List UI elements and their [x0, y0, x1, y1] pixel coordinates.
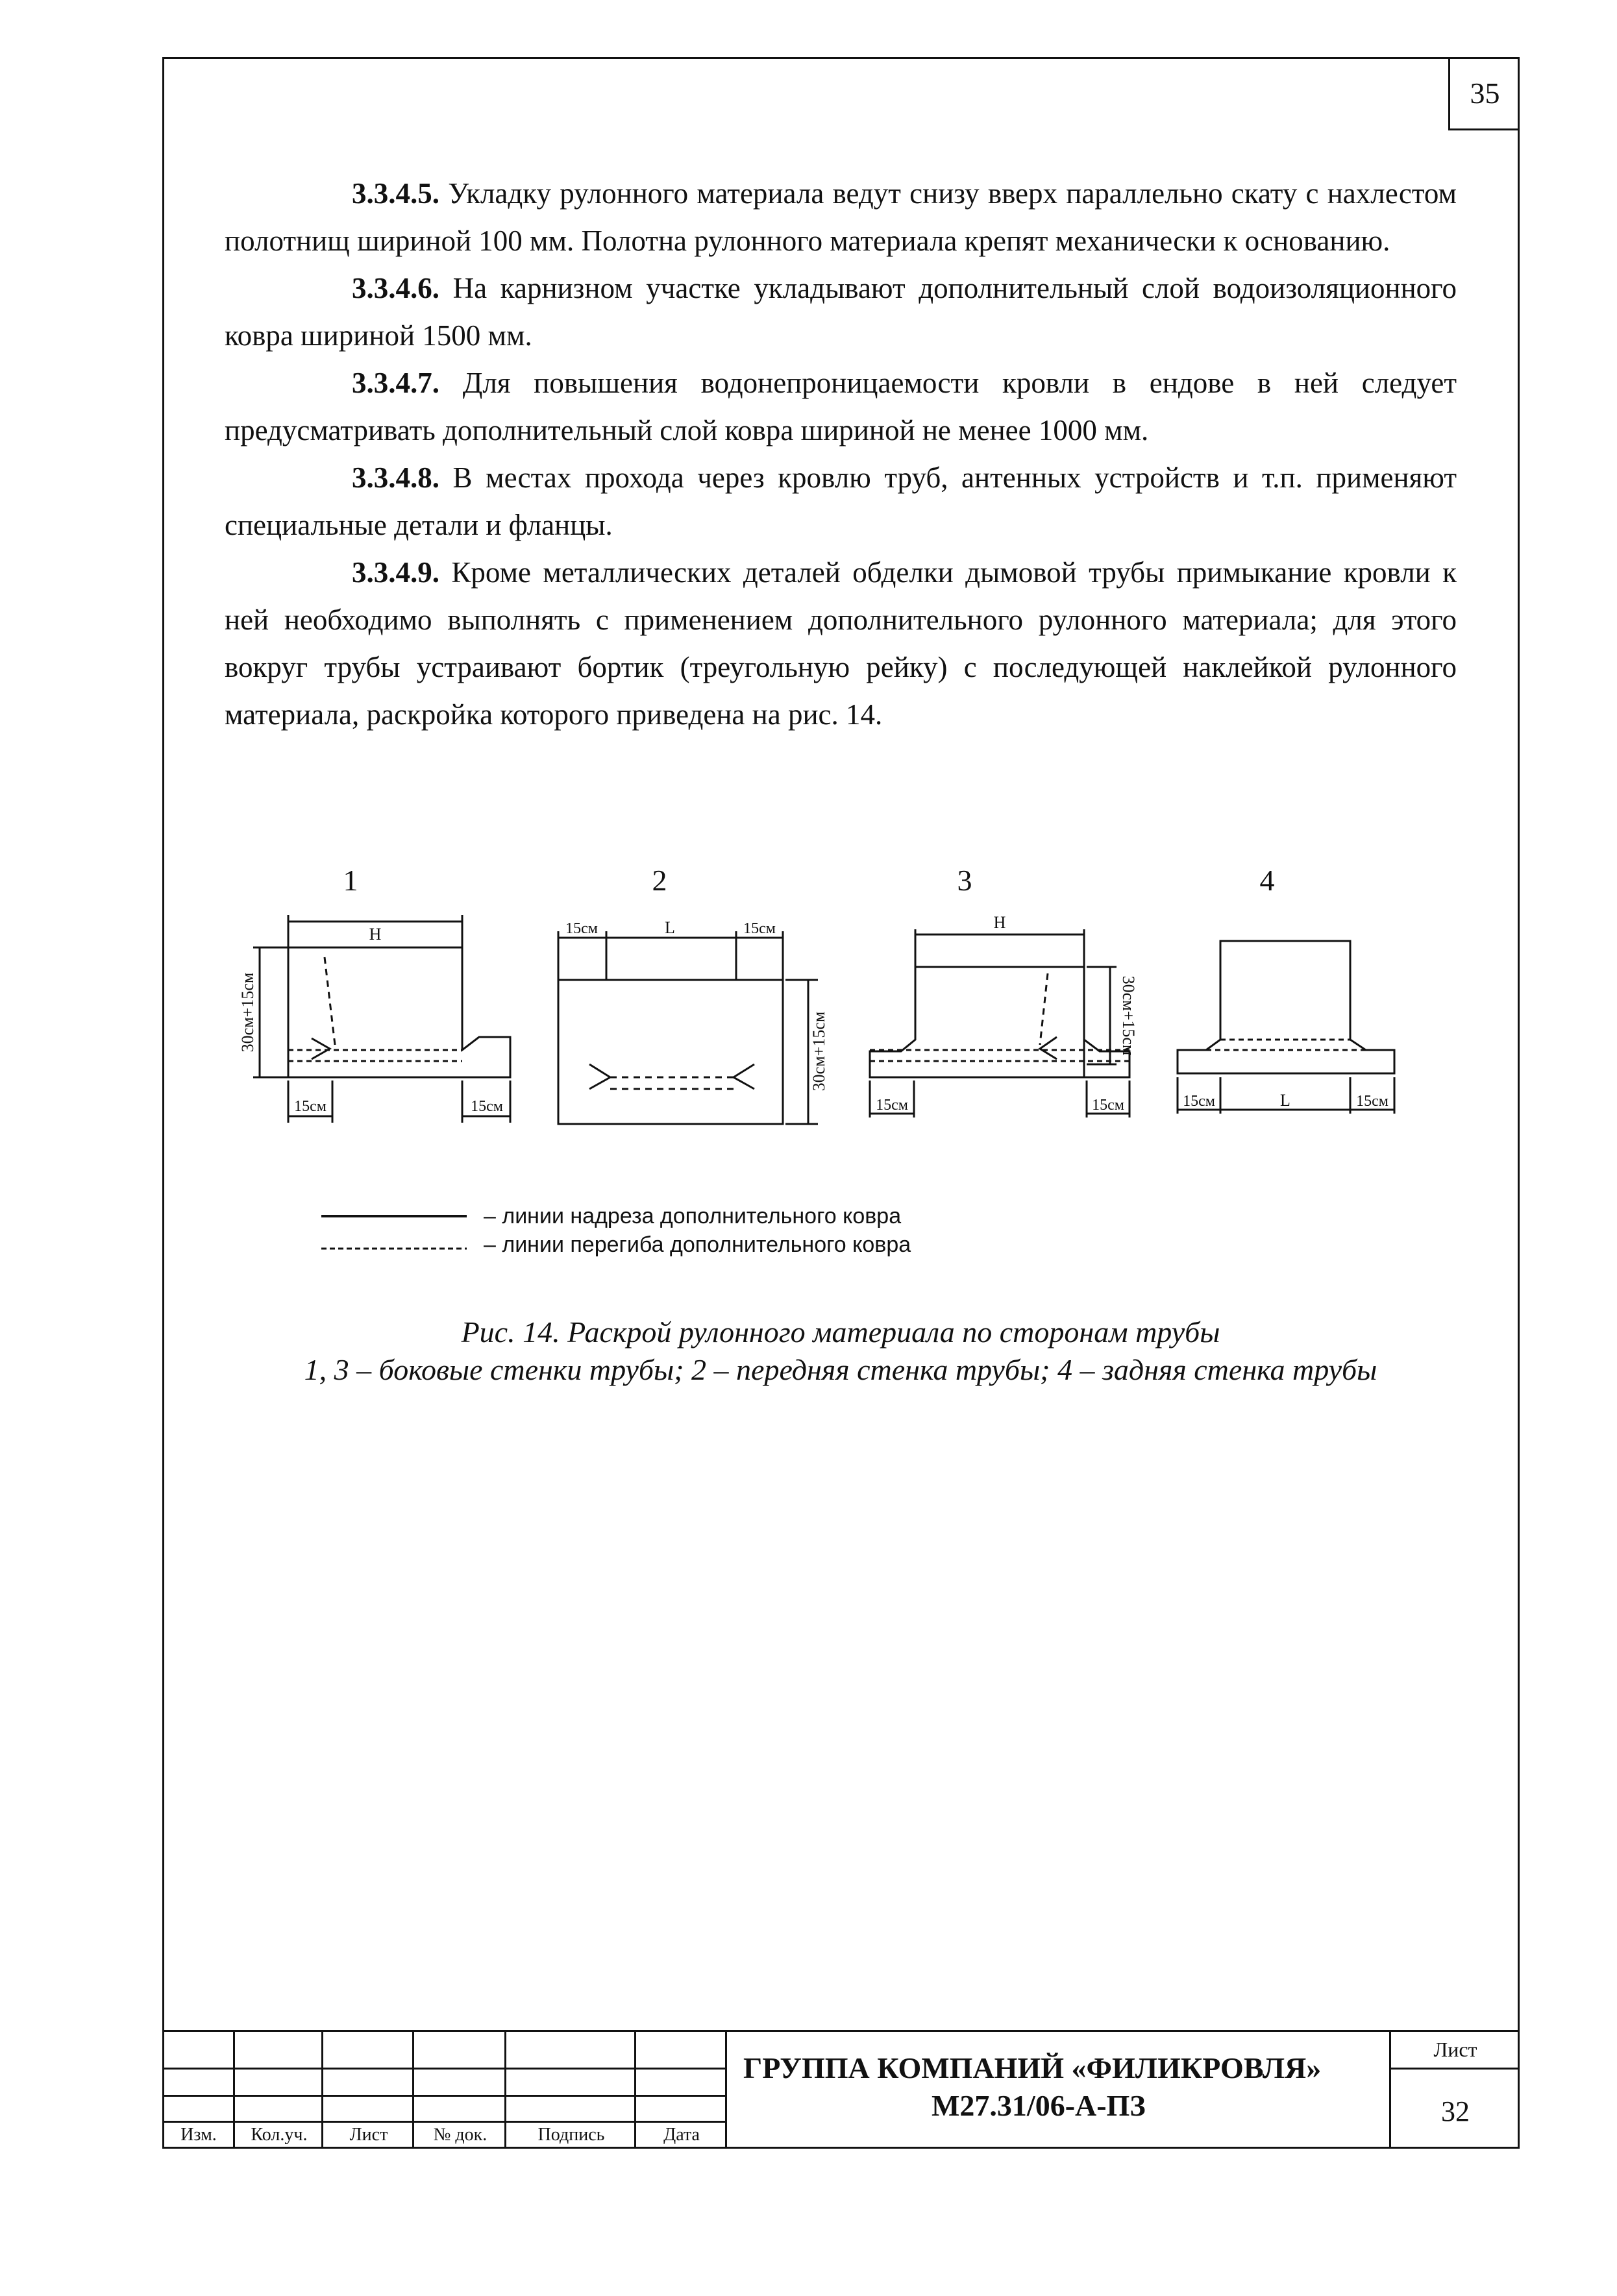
paragraph-text: В местах прохода через кровлю труб, антенных устройств и т.п. применяют специальные детали и фланцы. — [225, 461, 1457, 541]
panel-3-dim-h: H — [993, 913, 1006, 932]
legend-fold-label: – линии перегиба дополнительного ковра — [484, 1232, 911, 1257]
caption-title: Рис. 14. Раскрой рулонного материала по сторонам трубы — [461, 1315, 1220, 1349]
figure-caption — [225, 1313, 1457, 1389]
panel-1-side-wall — [238, 915, 510, 1123]
panel-1-dim-15-right: 15см — [471, 1098, 503, 1115]
panel-3-dim-15-left: 15см — [876, 1097, 908, 1114]
panel-label-3: 3 — [957, 864, 972, 897]
panel-4-dim-15-left: 15см — [1183, 1093, 1215, 1110]
dashed-line-swatch — [321, 1238, 467, 1251]
paragraph — [225, 265, 1457, 360]
tb-header-list: Лист — [349, 2125, 388, 2145]
paragraph-text: Укладку рулонного материала ведут снизу вверх параллельно скату с нахлестом полотнищ шириной 100 мм. Полотна рулонного материала крепят механически к основанию. — [225, 177, 1457, 257]
panel-1-dim-height: 30см+15см — [238, 972, 257, 1053]
panel-2-dim-l: L — [665, 918, 675, 937]
paragraph-number: 3.3.4.6. — [352, 272, 439, 304]
paragraph-number: 3.3.4.8. — [352, 461, 439, 494]
tb-header-sign: Подпись — [537, 2125, 605, 2145]
sheet-number: 32 — [1441, 2095, 1470, 2127]
panel-label-4: 4 — [1259, 864, 1275, 897]
paragraph — [225, 454, 1457, 549]
document-code: М27.31/06-А-ПЗ — [932, 2089, 1146, 2122]
page-number: 35 — [1448, 57, 1520, 130]
panel-3-side-wall — [870, 913, 1138, 1117]
paragraph — [225, 170, 1457, 265]
panel-3-dim-15-right: 15см — [1092, 1097, 1124, 1114]
panel-4-dim-l: L — [1280, 1091, 1290, 1110]
panel-3-dim-height: 30см+15см — [1119, 975, 1138, 1056]
panel-2-dim-15-right: 15см — [743, 920, 776, 937]
paragraph-number: 3.3.4.5. — [352, 177, 439, 210]
paragraph-number: 3.3.4.9. — [352, 556, 439, 589]
panel-label-2: 2 — [652, 864, 667, 897]
paragraph — [225, 549, 1457, 739]
panel-2-front-wall — [558, 918, 828, 1124]
legend-row-cut — [321, 1202, 911, 1230]
paragraph-text: Кроме металлических деталей обделки дымовой трубы примыкание кровли к ней необходимо выполнять с применением дополнительного рулонного материала; для этого вокруг трубы устраивают бортик (треугольную рейку) с последующей наклейкой рулонного материала, раскройка которого приведена на рис. 14. — [225, 556, 1457, 731]
figure-legend — [321, 1202, 911, 1259]
tb-header-izm: Изм. — [180, 2125, 217, 2145]
panel-4-back-wall — [1178, 941, 1394, 1114]
paragraph-text: На карнизном участке укладывают дополнительный слой водоизоляционного ковра шириной 1500 мм. — [225, 272, 1457, 352]
paragraph-text: Для повышения водонепроницаемости кровли в ендове в ней следует предусматривать дополнительный слой ковра шириной не менее 1000 мм. — [225, 367, 1457, 446]
panel-1-dim-15-left: 15см — [294, 1098, 327, 1115]
panel-4-dim-15-right: 15см — [1356, 1093, 1389, 1110]
paragraph-number: 3.3.4.7. — [352, 367, 439, 399]
legend-cut-label: – линии надреза дополнительного ковра — [484, 1204, 902, 1228]
solid-line-swatch — [321, 1210, 467, 1223]
tb-header-kol: Кол.уч. — [251, 2125, 308, 2145]
tb-header-doc: № док. — [433, 2125, 488, 2145]
body-text — [225, 170, 1457, 739]
panel-1-dim-h: H — [369, 925, 382, 944]
org-name: ГРУППА КОМПАНИЙ «ФИЛИКРОВЛЯ» — [743, 2051, 1322, 2084]
panel-2-dim-15-left: 15см — [565, 920, 598, 937]
panel-2-dim-height: 30см+15см — [809, 1011, 828, 1092]
caption-description: 1, 3 – боковые стенки трубы; 2 – передняя стенка трубы; 4 – задняя стенка трубы — [304, 1353, 1377, 1386]
sheet-label: Лист — [1433, 2038, 1477, 2061]
panel-label-1: 1 — [343, 864, 358, 897]
paragraph — [225, 360, 1457, 454]
title-block — [162, 2030, 1520, 2149]
legend-row-fold — [321, 1230, 911, 1259]
tb-header-date: Дата — [663, 2125, 700, 2145]
